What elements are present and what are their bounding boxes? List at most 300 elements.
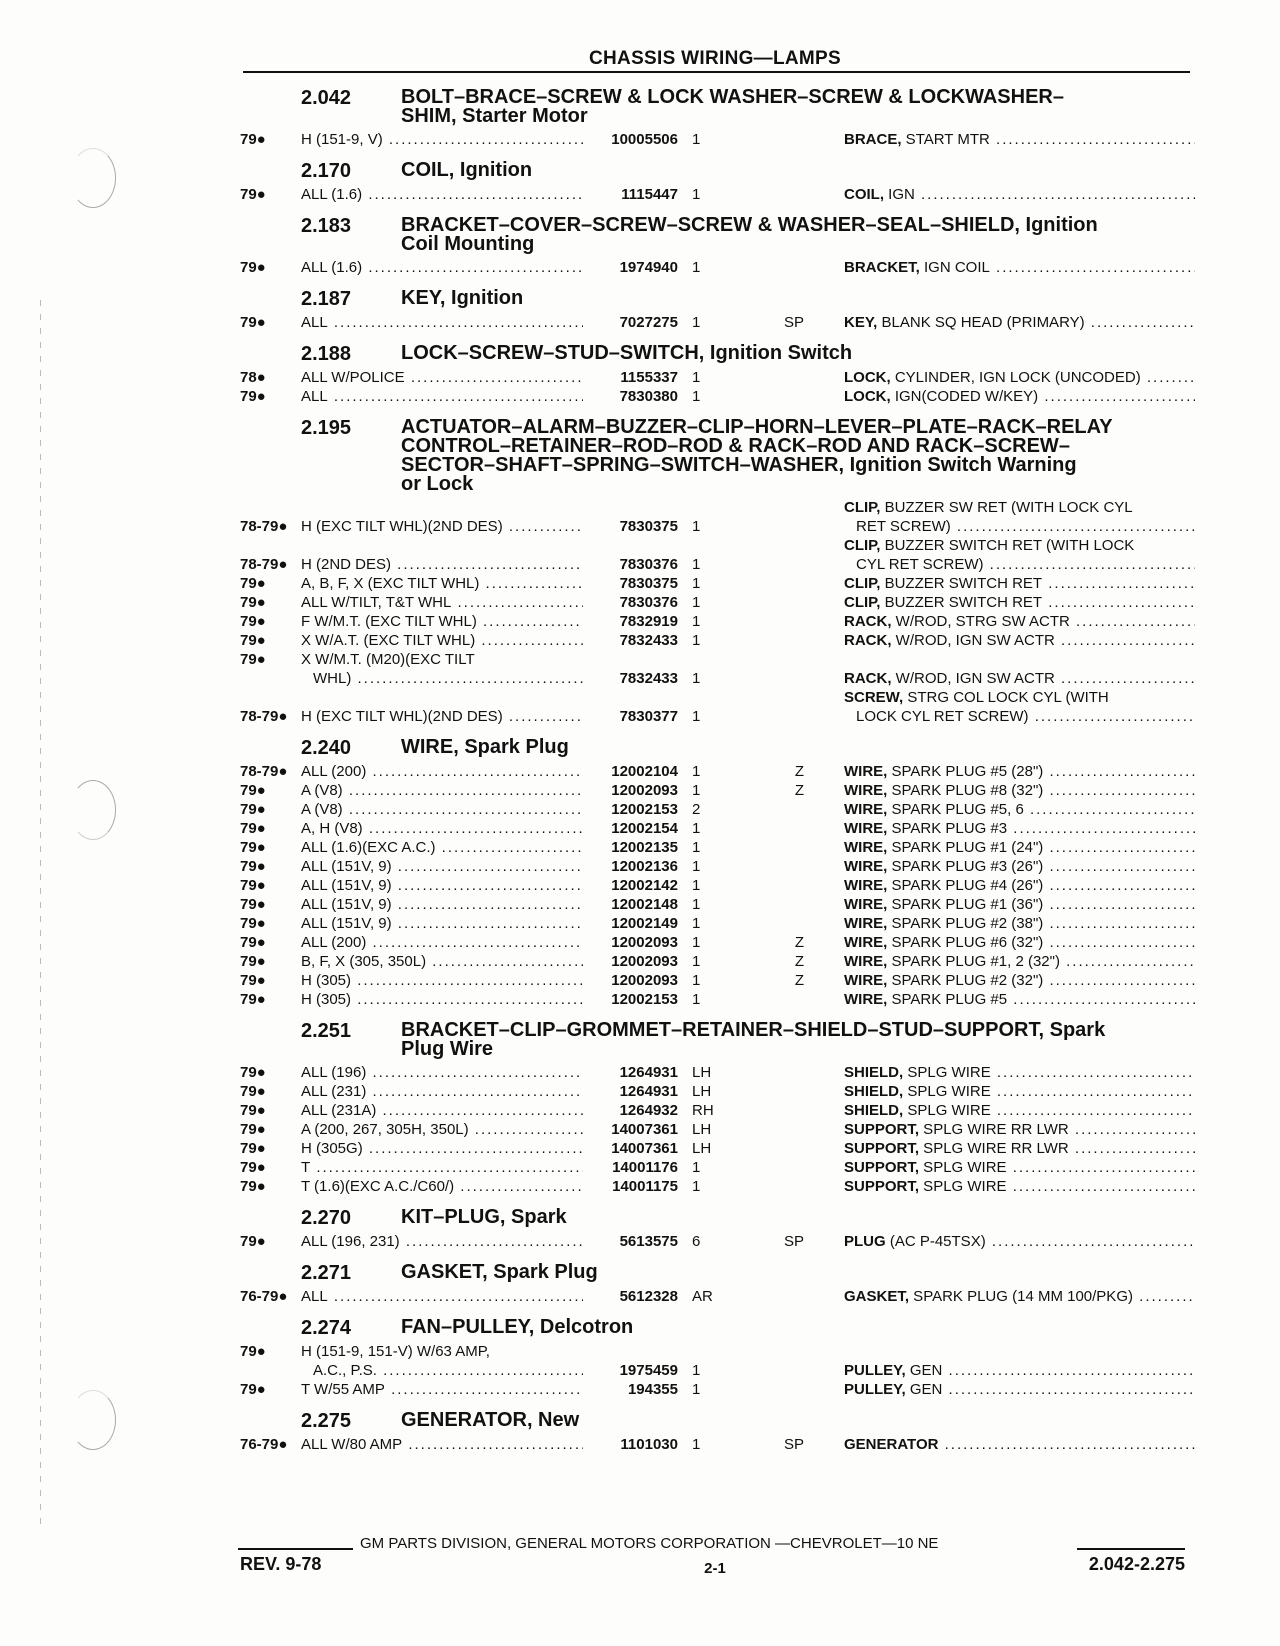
part-name-text: SPARK PLUG (14 MM 100/PKG)	[909, 1288, 1133, 1305]
table-row	[240, 1082, 1195, 1101]
leader-dots	[343, 801, 583, 818]
quantity: LH	[692, 1083, 712, 1100]
leader-dots	[351, 670, 583, 687]
usage-text: ALL (231A)	[301, 1102, 377, 1119]
model-year: 79●	[240, 839, 266, 856]
part-name-text: BLANK SQ HEAD (PRIMARY)	[877, 314, 1085, 331]
model-year: 78-79●	[240, 763, 288, 780]
section-title	[401, 1021, 1195, 1059]
part-name-keyword: KEY,	[844, 314, 878, 331]
leader-dots	[1043, 877, 1195, 894]
part-number: 12002093	[611, 972, 678, 989]
model-year: 79●	[240, 186, 266, 203]
quantity: 1	[692, 991, 701, 1008]
usage-description	[301, 1139, 583, 1158]
usage-text: H (151-9, 151-V) W/63 AMP,	[301, 1343, 490, 1360]
part-number: 7830377	[619, 708, 678, 725]
model-year: 79●	[240, 314, 266, 331]
part-name	[804, 536, 1195, 574]
usage-text: ALL (1.6)	[301, 186, 363, 203]
leader-dots	[1038, 388, 1195, 405]
model-year: 79●	[240, 131, 266, 148]
table-row	[240, 688, 1195, 726]
part-name	[804, 498, 1195, 536]
leader-dots	[1043, 915, 1195, 932]
usage-description	[301, 1101, 583, 1120]
part-number: 12002093	[611, 934, 678, 951]
part-name	[804, 1101, 1195, 1120]
leader-dots	[1055, 632, 1195, 649]
model-year: 79●	[240, 632, 266, 649]
leader-dots	[392, 915, 583, 932]
usage-text: ALL (151V, 9)	[301, 896, 392, 913]
part-name-text: SPARK PLUG #2 (38")	[887, 915, 1044, 932]
usage-description	[301, 1380, 583, 1399]
usage-text: ALL (231)	[301, 1083, 367, 1100]
leader-dots	[1007, 1159, 1195, 1176]
quantity: 1	[692, 575, 701, 592]
leader-dots	[503, 518, 583, 535]
quantity: 1	[692, 632, 701, 649]
part-name-keyword: WIRE,	[844, 877, 888, 894]
leader-dots	[1043, 972, 1195, 989]
part-number: 7830375	[619, 518, 678, 535]
part-name-keyword: RACK,	[844, 613, 892, 630]
usage-description	[301, 387, 583, 406]
model-year: 79●	[240, 782, 266, 799]
usage-text: ALL W/80 AMP	[301, 1436, 403, 1453]
section	[240, 726, 1195, 1009]
part-name-keyword: WIRE,	[844, 763, 888, 780]
usage-text: A, B, F, X (EXC TILT WHL)	[301, 575, 480, 592]
usage-text: ALL	[301, 314, 328, 331]
model-year: 78-79●	[240, 556, 288, 573]
leader-dots	[915, 186, 1195, 203]
part-number: 1264932	[619, 1102, 678, 1119]
section-header	[240, 1196, 1195, 1232]
model-year: 79●	[240, 1343, 266, 1360]
part-name-keyword: COIL,	[844, 186, 884, 203]
part-name-text: SPARK PLUG #5	[887, 991, 1008, 1008]
leader-dots	[991, 1102, 1195, 1119]
section-number: 2.188	[301, 343, 352, 365]
part-name-keyword: PULLEY,	[844, 1381, 906, 1398]
quantity: 1	[692, 782, 701, 799]
section-title-line: Coil Mounting	[401, 233, 535, 255]
leader-dots	[1069, 1140, 1195, 1157]
leader-dots	[1043, 896, 1195, 913]
section-title-line: WIRE, Spark Plug	[401, 736, 569, 758]
part-name	[804, 1158, 1195, 1177]
usage-description	[301, 952, 583, 971]
service-code: SP	[783, 314, 804, 331]
leader-dots	[991, 1083, 1195, 1100]
part-number: 12002142	[611, 877, 678, 894]
part-name-keyword: WIRE,	[844, 782, 888, 799]
leader-dots	[328, 1288, 583, 1305]
part-name-text: SPARK PLUG #1 (36")	[887, 896, 1044, 913]
leader-dots	[391, 556, 583, 573]
leader-dots	[990, 259, 1195, 276]
model-year: 79●	[240, 594, 266, 611]
leader-dots	[1043, 858, 1195, 875]
part-number: 12002153	[611, 801, 678, 818]
usage-description	[301, 895, 583, 914]
quantity: AR	[692, 1288, 713, 1305]
quantity: 1	[692, 388, 701, 405]
part-number: 14001176	[612, 1159, 678, 1176]
leader-dots	[986, 1233, 1195, 1250]
part-name	[804, 914, 1195, 933]
usage-text: H (305)	[301, 991, 352, 1008]
model-year: 79●	[240, 934, 266, 951]
part-name-text: SPLG WIRE	[903, 1064, 991, 1081]
quantity: 1	[692, 839, 701, 856]
section-title-line: FAN–PULLEY, Delcotron	[401, 1316, 634, 1338]
section-header	[240, 406, 1195, 498]
model-year: 79●	[240, 613, 266, 630]
part-name	[804, 387, 1195, 406]
model-year: 79●	[240, 972, 266, 989]
part-name-keyword: CLIP,	[844, 575, 881, 592]
section	[240, 1399, 1195, 1454]
model-year: 79●	[240, 858, 266, 875]
usage-description	[301, 933, 583, 952]
part-name	[804, 1120, 1195, 1139]
model-year: 79●	[240, 1121, 266, 1138]
section-title	[401, 88, 1195, 126]
quantity: 1	[692, 1178, 701, 1195]
leader-dots	[328, 388, 583, 405]
usage-text: ALL W/POLICE	[301, 369, 405, 386]
quantity: 1	[692, 131, 701, 148]
table-row	[240, 387, 1195, 406]
leader-dots	[1042, 575, 1195, 592]
part-name-text: IGN COIL	[919, 259, 990, 276]
leader-dots	[436, 839, 584, 856]
part-name	[804, 669, 1195, 688]
section-header	[240, 76, 1195, 130]
quantity: 1	[692, 820, 701, 837]
section	[240, 277, 1195, 332]
model-year: 79●	[240, 877, 266, 894]
part-number: 5613575	[619, 1233, 678, 1250]
part-name-text: W/ROD, STRG SW ACTR	[891, 613, 1070, 630]
part-name-text: CYLINDER, IGN LOCK (UNCODED)	[890, 369, 1141, 386]
part-name	[804, 800, 1195, 819]
leader-dots	[1070, 613, 1195, 630]
section-title-line: GASKET, Spark Plug	[401, 1261, 598, 1283]
usage-description	[301, 819, 583, 838]
part-name-text: CYL RET SCREW)	[856, 556, 984, 573]
usage-text: A, H (V8)	[301, 820, 363, 837]
leader-dots	[1043, 934, 1195, 951]
part-name	[804, 1063, 1195, 1082]
usage-text: T (1.6)(EXC A.C./C60/)	[301, 1178, 455, 1195]
part-number: 14001175	[612, 1178, 678, 1195]
part-name-keyword: RACK,	[844, 670, 892, 687]
usage-text: H (EXC TILT WHL)(2ND DES)	[301, 518, 503, 535]
section-title	[401, 738, 1195, 757]
part-name	[804, 933, 1195, 952]
part-name-keyword: BRACE,	[844, 131, 902, 148]
leader-dots	[1069, 1121, 1195, 1138]
part-name-text: SPARK PLUG #4 (26")	[887, 877, 1044, 894]
leader-dots	[392, 877, 583, 894]
section-number: 2.183	[301, 215, 352, 237]
leader-dots	[343, 782, 583, 799]
quantity: 6	[692, 1233, 701, 1250]
part-name-text: IGN	[884, 186, 915, 203]
leader-dots	[328, 314, 583, 331]
part-name-text: SPARK PLUG #8 (32")	[887, 782, 1044, 799]
section-title-line: BOLT–BRACE–SCREW & LOCK WASHER–SCREW & LOCKWASHER–	[401, 86, 1064, 108]
usage-description	[301, 1435, 583, 1454]
section-number: 2.042	[301, 87, 352, 109]
model-year: 79●	[240, 651, 266, 668]
part-name	[804, 819, 1195, 838]
table-row	[240, 1342, 1195, 1380]
section-header	[240, 204, 1195, 258]
table-row	[240, 498, 1195, 536]
usage-description	[301, 857, 583, 876]
leader-dots	[942, 1362, 1195, 1379]
part-name-text: GEN	[905, 1362, 943, 1379]
leader-dots	[503, 708, 583, 725]
quantity: 1	[692, 518, 701, 535]
part-name	[804, 1139, 1195, 1158]
section-number: 2.251	[301, 1020, 352, 1042]
leader-dots	[310, 1159, 583, 1176]
model-year: 76-79●	[240, 1288, 288, 1305]
quantity: 2	[692, 801, 701, 818]
part-name-text: RET SCREW)	[856, 518, 951, 535]
leader-dots	[1007, 1178, 1195, 1195]
usage-description	[301, 574, 583, 593]
section-number: 2.270	[301, 1207, 352, 1229]
table-row	[240, 876, 1195, 895]
section-title	[401, 1318, 1195, 1337]
usage-text: ALL (151V, 9)	[301, 858, 392, 875]
part-name	[804, 185, 1195, 204]
table-row	[240, 130, 1195, 149]
usage-description	[301, 1063, 583, 1082]
leader-dots	[1029, 708, 1195, 725]
part-name	[804, 1177, 1195, 1196]
part-number: 7830376	[619, 556, 678, 573]
section	[240, 406, 1195, 726]
service-code: Z	[794, 953, 804, 970]
part-number: 12002093	[611, 953, 678, 970]
part-name	[804, 1380, 1195, 1399]
table-row	[240, 1120, 1195, 1139]
part-name	[804, 130, 1195, 149]
model-year: 79●	[240, 1064, 266, 1081]
section	[240, 1306, 1195, 1399]
leader-dots	[377, 1362, 583, 1379]
table-row	[240, 914, 1195, 933]
part-name-keyword: WIRE,	[844, 801, 888, 818]
section-header	[240, 1251, 1195, 1287]
part-number: 7830376	[619, 594, 678, 611]
quantity: 1	[692, 1436, 701, 1453]
table-row	[240, 1139, 1195, 1158]
part-number: 5612328	[619, 1288, 678, 1305]
part-name-text: IGN(CODED W/KEY)	[890, 388, 1039, 405]
model-year: 79●	[240, 388, 266, 405]
section-title-line: SHIM, Starter Motor	[401, 105, 588, 127]
table-row	[240, 933, 1195, 952]
part-name	[804, 857, 1195, 876]
section	[240, 1009, 1195, 1196]
section-title	[401, 216, 1195, 254]
leader-dots	[1043, 839, 1195, 856]
leader-dots	[351, 972, 583, 989]
leader-dots	[479, 575, 583, 592]
part-number: 12002093	[611, 782, 678, 799]
quantity: 1	[692, 915, 701, 932]
usage-text: ALL	[301, 1288, 328, 1305]
punch-hole	[70, 780, 116, 840]
section-title-line: COIL, Ignition	[401, 159, 533, 181]
part-name-text: SPARK PLUG #1 (24")	[887, 839, 1044, 856]
quantity: 1	[692, 1159, 701, 1176]
part-name-text: SPARK PLUG #6 (32")	[887, 934, 1044, 951]
leader-dots	[451, 594, 583, 611]
section-title	[401, 1411, 1195, 1430]
leader-dots	[1055, 670, 1195, 687]
section-header	[240, 149, 1195, 185]
leader-dots	[383, 131, 583, 148]
usage-text: A (V8)	[301, 801, 343, 818]
leader-dots	[392, 896, 583, 913]
model-year: 79●	[240, 1159, 266, 1176]
part-name-text: BUZZER SW RET (WITH LOCK CYL	[880, 499, 1133, 516]
section-title-line: SECTOR–SHAFT–SPRING–SWITCH–WASHER, Ignition Switch Warning	[401, 454, 1077, 476]
model-year: 76-79●	[240, 1436, 288, 1453]
table-row	[240, 1232, 1195, 1251]
service-code: Z	[794, 972, 804, 989]
part-name-text: STRG COL LOCK CYL (WITH	[903, 689, 1109, 706]
part-number: 12002135	[611, 839, 678, 856]
quantity: 1	[692, 1362, 701, 1379]
leader-dots	[366, 763, 583, 780]
usage-text: T W/55 AMP	[301, 1381, 385, 1398]
part-name-keyword: SUPPORT,	[844, 1178, 920, 1195]
table-row	[240, 1177, 1195, 1196]
quantity: 1	[692, 972, 701, 989]
part-number: 1155337	[620, 369, 678, 386]
leader-dots	[402, 1436, 583, 1453]
leader-dots	[363, 820, 583, 837]
part-name	[804, 688, 1195, 726]
usage-description	[301, 1158, 583, 1177]
table-row	[240, 1158, 1195, 1177]
usage-text: A (V8)	[301, 782, 343, 799]
table-row	[240, 971, 1195, 990]
service-code: SP	[783, 1436, 804, 1453]
part-number: 7830380	[619, 388, 678, 405]
part-name	[804, 895, 1195, 914]
part-name-keyword: CLIP,	[844, 537, 881, 554]
model-year: 78-79●	[240, 518, 288, 535]
part-number: 7027275	[619, 314, 678, 331]
footer-publisher: GM PARTS DIVISION, GENERAL MOTORS CORPORATION —CHEVROLET—10 NE	[360, 1535, 939, 1552]
usage-text: ALL (196)	[301, 1064, 367, 1081]
part-name	[804, 838, 1195, 857]
part-name-keyword: LOCK,	[844, 369, 891, 386]
table-row	[240, 800, 1195, 819]
leader-dots	[1043, 782, 1195, 799]
table-row	[240, 1435, 1195, 1454]
usage-text: ALL (151V, 9)	[301, 877, 392, 894]
footer-revision: REV. 9-78	[240, 1554, 322, 1574]
model-year: 79●	[240, 575, 266, 592]
usage-description	[301, 1232, 583, 1251]
usage-description	[301, 593, 583, 612]
section	[240, 149, 1195, 204]
usage-text: H (151-9, V)	[301, 131, 383, 148]
part-name-text: LOCK CYL RET SCREW)	[856, 708, 1029, 725]
leader-dots	[984, 556, 1195, 573]
part-name	[804, 368, 1195, 387]
part-number: 12002148	[611, 896, 678, 913]
leader-dots	[362, 186, 583, 203]
part-name	[804, 593, 1195, 612]
table-row	[240, 857, 1195, 876]
leader-dots	[366, 1064, 583, 1081]
section	[240, 1251, 1195, 1306]
part-name-text: BUZZER SWITCH RET (WITH LOCK	[880, 537, 1135, 554]
table-row	[240, 895, 1195, 914]
service-code: Z	[794, 763, 804, 780]
part-name-keyword: SHIELD,	[844, 1083, 904, 1100]
model-year: 79●	[240, 1083, 266, 1100]
quantity: 1	[692, 670, 701, 687]
section	[240, 332, 1195, 406]
part-name-text: W/ROD, IGN SW ACTR	[891, 670, 1055, 687]
section-header	[240, 277, 1195, 313]
model-year: 79●	[240, 991, 266, 1008]
table-row	[240, 631, 1195, 650]
part-name-text: SPARK PLUG #5, 6	[887, 801, 1024, 818]
leader-dots	[376, 1102, 583, 1119]
usage-text: ALL (200)	[301, 934, 367, 951]
section-title-line: BRACKET–COVER–SCREW–SCREW & WASHER–SEAL–SHIELD, Ignition	[401, 214, 1098, 236]
leader-dots	[1007, 991, 1195, 1008]
table-row	[240, 612, 1195, 631]
part-name-keyword: CLIP,	[844, 594, 881, 611]
leader-dots	[990, 131, 1195, 148]
leader-dots	[362, 259, 583, 276]
part-name-keyword: SUPPORT,	[844, 1121, 920, 1138]
table-row	[240, 574, 1195, 593]
part-number: 7832433	[619, 670, 678, 687]
quantity: 1	[692, 1381, 701, 1398]
model-year: 78●	[240, 369, 266, 386]
part-name-keyword: WIRE,	[844, 858, 888, 875]
part-name	[804, 313, 1195, 332]
quantity: 1	[692, 858, 701, 875]
part-name-text: BUZZER SWITCH RET	[880, 594, 1043, 611]
quantity: LH	[692, 1140, 712, 1157]
model-year: 79●	[240, 953, 266, 970]
part-name-keyword: RACK,	[844, 632, 892, 649]
part-number: 1115447	[621, 186, 678, 203]
section-title	[401, 161, 1195, 180]
quantity: 1	[692, 934, 701, 951]
model-year: 79●	[240, 1102, 266, 1119]
